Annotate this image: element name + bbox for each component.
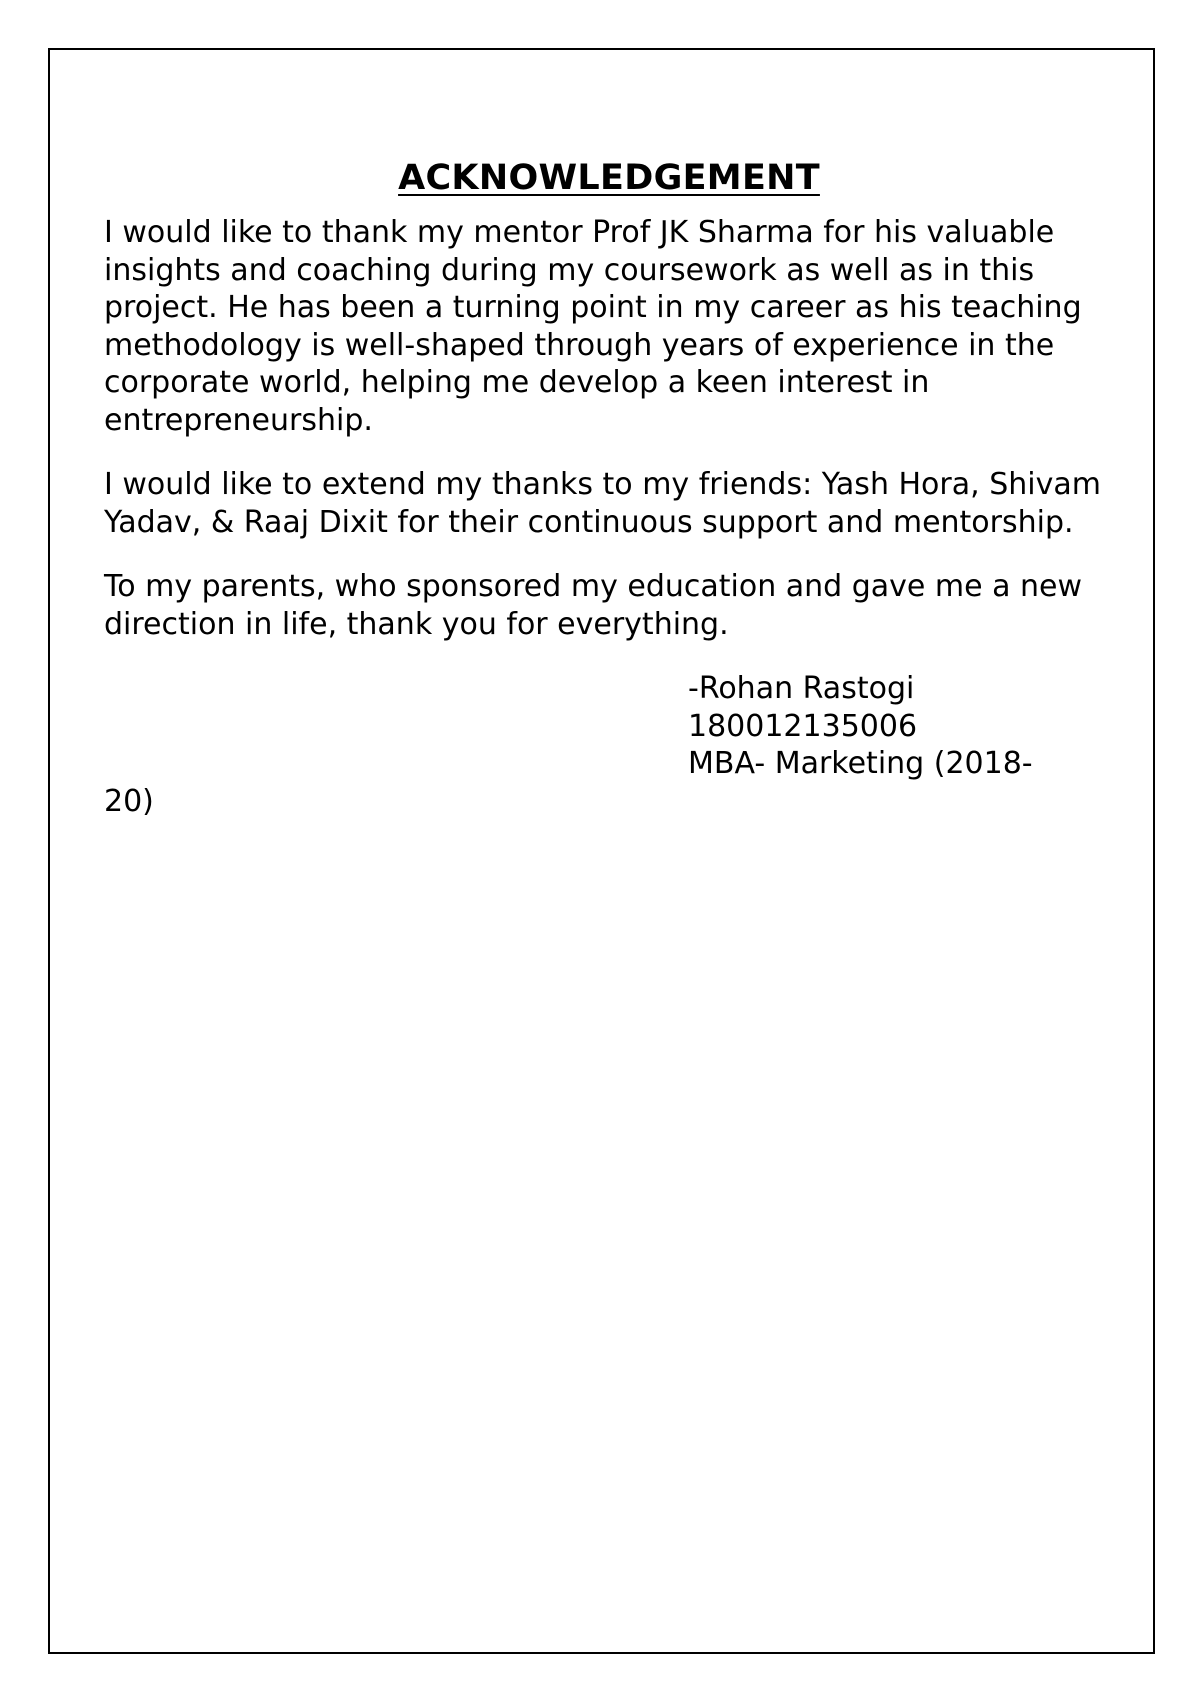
signature-name: -Rohan Rastogi	[688, 671, 915, 706]
paragraph-friends: I would like to extend my thanks to my friends: Yash Hora, Shivam Yadav, & Raaj Dixit for their continuous support and mentorship.	[104, 467, 1101, 540]
paragraph-mentor: I would like to thank my mentor Prof JK Sharma for his valuable insights and coaching during my coursework as well as in this project. He has been a turning point in my career as his teaching methodology is well-shaped through years of experience in the corporate world, helping me develop a keen interest in entrepreneurship.	[104, 215, 1082, 438]
signature-program: MBA- Marketing (2018-	[688, 746, 1033, 781]
document-title: ACKNOWLEDGEMENT	[398, 158, 820, 198]
signature-roll-number: 180012135006	[688, 708, 918, 744]
signature-program-wrap: 20)	[104, 783, 154, 819]
document-body	[104, 150, 1114, 820]
paragraph-parents: To my parents, who sponsored my education and gave me a new direction in life, thank you for everything.	[104, 569, 1083, 642]
signature-block	[104, 670, 1114, 820]
